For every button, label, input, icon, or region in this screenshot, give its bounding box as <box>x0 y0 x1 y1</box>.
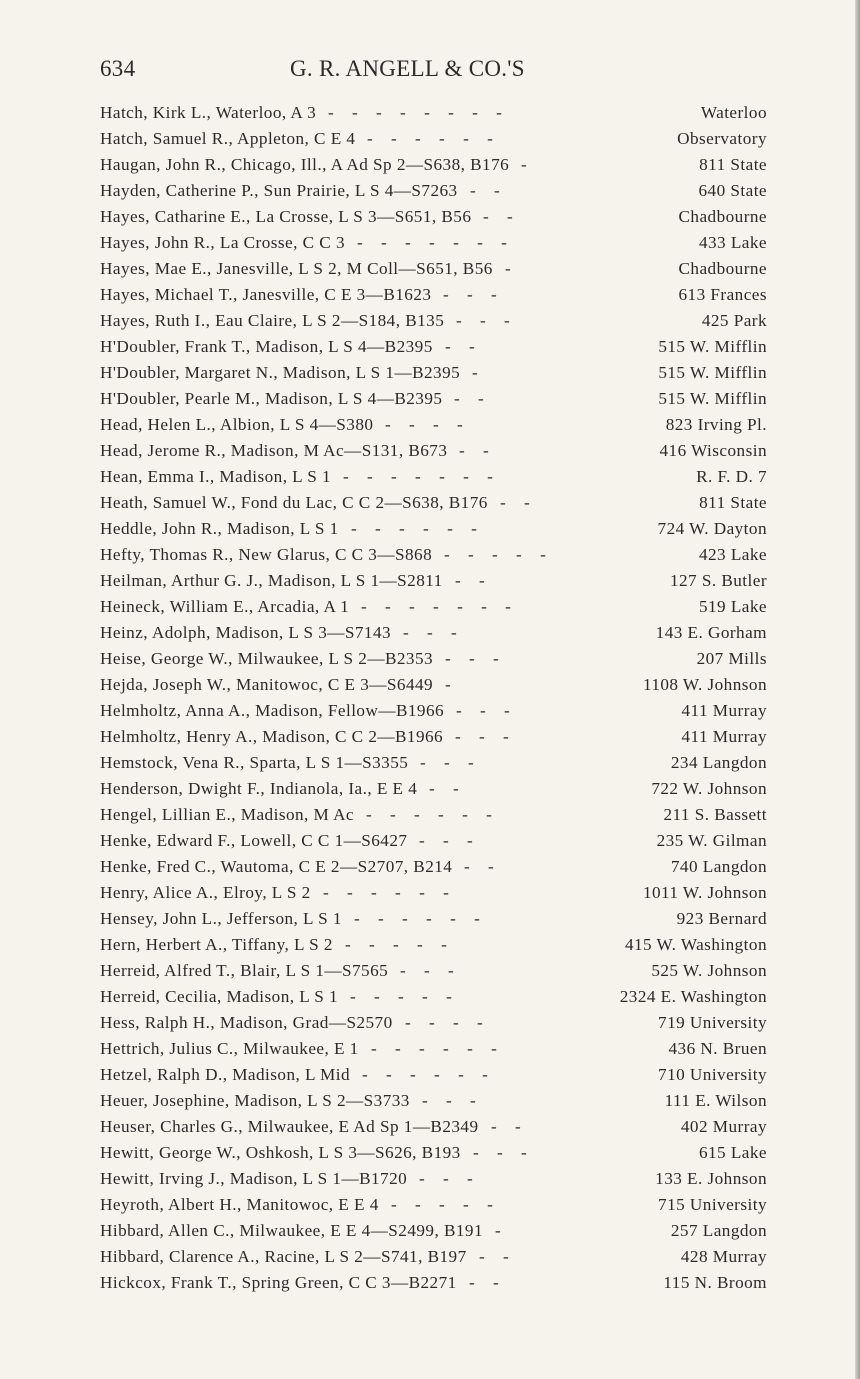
entry-address: 415 W. Washington <box>624 935 767 954</box>
directory-entry <box>100 1114 767 1140</box>
entry-address: 425 Park <box>701 311 767 330</box>
directory-entry <box>100 412 767 438</box>
directory-entry <box>100 932 767 958</box>
entry-name-details: Henderson, Dwight F., Indianola, Ia., E E 4 <box>100 779 418 798</box>
directory-entry <box>100 1088 767 1114</box>
directory-entry <box>100 984 767 1010</box>
dot-leader: - - - - - - <box>367 129 500 148</box>
entry-name-details: Hayes, John R., La Crosse, C C 3 <box>100 233 345 252</box>
entry-name-details: Hettrich, Julius C., Milwaukee, E 1 <box>100 1039 359 1058</box>
entry-address: 111 E. Wilson <box>664 1091 767 1110</box>
entry-name-details: Heineck, William E., Arcadia, A 1 <box>100 597 350 616</box>
entry-name-details: Hayes, Catharine E., La Crosse, L S 3—S651, B56 <box>100 207 472 226</box>
entry-address: 923 Bernard <box>676 909 767 928</box>
entry-name-details: Hewitt, Irving J., Madison, L S 1—B1720 <box>100 1169 408 1188</box>
directory-entry <box>100 958 767 984</box>
dot-leader: - - - - - - - <box>343 467 500 486</box>
entry-name-details: Heilman, Arthur G. J., Madison, L S 1—S2811 <box>100 571 443 590</box>
entry-address: 640 State <box>698 181 767 200</box>
directory-entry <box>100 386 767 412</box>
directory-entry <box>100 308 767 334</box>
entry-address: 235 W. Gilman <box>656 831 767 850</box>
entry-address: 211 S. Bassett <box>663 805 767 824</box>
directory-entry <box>100 282 767 308</box>
directory-entry <box>100 334 767 360</box>
entry-address: 143 E. Gorham <box>655 623 767 642</box>
directory-entry <box>100 542 767 568</box>
directory-entry <box>100 1218 767 1244</box>
entry-name-details: Hickcox, Frank T., Spring Green, C C 3—B2271 <box>100 1273 457 1292</box>
entry-address: 1108 W. Johnson <box>642 675 767 694</box>
entry-name-details: Heyroth, Albert H., Manitowoc, E E 4 <box>100 1195 379 1214</box>
entry-address: 433 Lake <box>698 233 767 252</box>
dot-leader: - <box>495 1221 508 1240</box>
dot-leader: - - <box>445 337 482 356</box>
directory-entry <box>100 906 767 932</box>
entry-name-details: Hatch, Kirk L., Waterloo, A 3 <box>100 103 317 122</box>
directory-entry <box>100 880 767 906</box>
entry-address: 207 Mills <box>696 649 767 668</box>
dot-leader: - - <box>470 181 507 200</box>
directory-entry <box>100 360 767 386</box>
entry-address: Observatory <box>677 129 767 148</box>
entry-name-details: Hemstock, Vena R., Sparta, L S 1—S3355 <box>100 753 409 772</box>
directory-entry <box>100 1140 767 1166</box>
directory-entry <box>100 750 767 776</box>
entry-name-details: Hayden, Catherine P., Sun Prairie, L S 4—S7263 <box>100 181 458 200</box>
entry-name-details: Hengel, Lillian E., Madison, M Ac <box>100 805 355 824</box>
dot-leader: - - - - - <box>391 1195 500 1214</box>
entry-address: 519 Lake <box>698 597 767 616</box>
dot-leader: - - - - - - <box>351 519 484 538</box>
dot-leader: - - - - <box>405 1013 490 1032</box>
directory-entries <box>100 100 767 1296</box>
entry-address: Chadbourne <box>678 259 767 278</box>
dot-leader: - <box>521 155 534 174</box>
entry-address: 811 State <box>699 493 767 512</box>
dot-leader: - - <box>464 857 501 876</box>
entry-address: 823 Irving Pl. <box>665 415 767 434</box>
dot-leader: - - <box>491 1117 528 1136</box>
entry-address: 411 Murray <box>681 701 767 720</box>
entry-address: 436 N. Bruen <box>668 1039 767 1058</box>
dot-leader: - - - - - <box>444 545 553 564</box>
entry-address: 411 Murray <box>681 727 767 746</box>
entry-name-details: Heinz, Adolph, Madison, L S 3—S7143 <box>100 623 392 642</box>
entry-name-details: H'Doubler, Margaret N., Madison, L S 1—B2395 <box>100 363 461 382</box>
directory-entry <box>100 724 767 750</box>
entry-name-details: Helmholtz, Henry A., Madison, C C 2—B1966 <box>100 727 444 746</box>
entry-name-details: Hess, Ralph H., Madison, Grad—S2570 <box>100 1013 393 1032</box>
entry-address: 710 University <box>658 1065 767 1084</box>
entry-address: 127 S. Butler <box>669 571 767 590</box>
entry-address: 402 Murray <box>680 1117 767 1136</box>
entry-name-details: Hewitt, George W., Oshkosh, L S 3—S626, B193 <box>100 1143 461 1162</box>
entry-name-details: Heath, Samuel W., Fond du Lac, C C 2—S638, B176 <box>100 493 488 512</box>
directory-entry <box>100 776 767 802</box>
dot-leader: - - - <box>400 961 461 980</box>
entry-address: 719 University <box>658 1013 767 1032</box>
entry-address: 615 Lake <box>698 1143 767 1162</box>
entry-address: Chadbourne <box>678 207 767 226</box>
entry-address: 722 W. Johnson <box>651 779 767 798</box>
entry-address: 133 E. Johnson <box>655 1169 767 1188</box>
entry-address: 740 Langdon <box>670 857 767 876</box>
directory-entry <box>100 1062 767 1088</box>
entry-address: 724 W. Dayton <box>657 519 767 538</box>
dot-leader: - - - <box>443 285 504 304</box>
entry-name-details: H'Doubler, Pearle M., Madison, L S 4—B2395 <box>100 389 443 408</box>
directory-entry <box>100 568 767 594</box>
entry-name-details: Hern, Herbert A., Tiffany, L S 2 <box>100 935 333 954</box>
entry-address: 715 University <box>658 1195 767 1214</box>
entry-name-details: Helmholtz, Anna A., Madison, Fellow—B1966 <box>100 701 445 720</box>
directory-entry <box>100 698 767 724</box>
page-edge <box>855 0 860 1379</box>
directory-entry <box>100 152 767 178</box>
dot-leader: - - - - - - <box>371 1039 504 1058</box>
dot-leader: - - - - <box>385 415 470 434</box>
page-number: 634 <box>100 56 136 81</box>
dot-leader: - - - - - - <box>354 909 487 928</box>
directory-entry <box>100 1010 767 1036</box>
dot-leader: - - <box>500 493 537 512</box>
entry-name-details: Hayes, Mae E., Janesville, L S 2, M Coll—S651, B56 <box>100 259 493 278</box>
entry-address: Waterloo <box>700 103 767 122</box>
dot-leader: - - - <box>403 623 464 642</box>
dot-leader: - - - <box>445 649 506 668</box>
running-title: G. R. ANGELL & CO.'S <box>290 56 525 81</box>
dot-leader: - <box>505 259 518 278</box>
entry-address: 515 W. Mifflin <box>658 389 767 408</box>
entry-name-details: Heuser, Charles G., Milwaukee, E Ad Sp 1—B2349 <box>100 1117 479 1136</box>
entry-name-details: Hibbard, Allen C., Milwaukee, E E 4—S2499, B191 <box>100 1221 484 1240</box>
directory-entry <box>100 1036 767 1062</box>
entry-address: 416 Wisconsin <box>659 441 767 460</box>
entry-address: 234 Langdon <box>670 753 767 772</box>
entry-address: 515 W. Mifflin <box>658 363 767 382</box>
dot-leader: - - <box>429 779 466 798</box>
directory-entry <box>100 230 767 256</box>
directory-entry <box>100 1166 767 1192</box>
directory-entry <box>100 854 767 880</box>
directory-entry <box>100 802 767 828</box>
directory-entry <box>100 620 767 646</box>
entry-name-details: Hibbard, Clarence A., Racine, L S 2—S741, B197 <box>100 1247 467 1266</box>
entry-address: 2324 E. Washington <box>619 987 767 1006</box>
dot-leader: - - <box>469 1273 506 1292</box>
directory-entry <box>100 490 767 516</box>
entry-address: 423 Lake <box>698 545 767 564</box>
dot-leader: - - - <box>422 1091 483 1110</box>
dot-leader: - - - <box>420 753 481 772</box>
entry-name-details: Hayes, Ruth I., Eau Claire, L S 2—S184, B135 <box>100 311 445 330</box>
directory-entry <box>100 646 767 672</box>
dot-leader: - - <box>455 571 492 590</box>
entry-name-details: Heddle, John R., Madison, L S 1 <box>100 519 339 538</box>
dot-leader: - - - - - - - <box>361 597 518 616</box>
dot-leader: - - - - - - - - <box>328 103 509 122</box>
page-header <box>100 56 765 90</box>
directory-entry <box>100 828 767 854</box>
directory-entry <box>100 1270 767 1296</box>
entry-name-details: Henke, Fred C., Wautoma, C E 2—S2707, B214 <box>100 857 453 876</box>
entry-name-details: H'Doubler, Frank T., Madison, L S 4—B2395 <box>100 337 433 356</box>
entry-address: 525 W. Johnson <box>651 961 767 980</box>
entry-name-details: Hefty, Thomas R., New Glarus, C C 3—S868 <box>100 545 433 564</box>
directory-entry <box>100 1244 767 1270</box>
dot-leader: - <box>472 363 485 382</box>
entry-name-details: Herreid, Alfred T., Blair, L S 1—S7565 <box>100 961 389 980</box>
directory-entry <box>100 204 767 230</box>
directory-entry <box>100 126 767 152</box>
directory-entry <box>100 438 767 464</box>
directory-entry <box>100 594 767 620</box>
entry-address: 515 W. Mifflin <box>658 337 767 356</box>
entry-name-details: Henry, Alice A., Elroy, L S 2 <box>100 883 311 902</box>
entry-name-details: Hensey, John L., Jefferson, L S 1 <box>100 909 342 928</box>
dot-leader: - - - - - <box>345 935 454 954</box>
dot-leader: - - - - - <box>350 987 459 1006</box>
entry-name-details: Heise, George W., Milwaukee, L S 2—B2353 <box>100 649 434 668</box>
directory-entry <box>100 516 767 542</box>
directory-entry <box>100 256 767 282</box>
entry-name-details: Haugan, John R., Chicago, Ill., A Ad Sp 2—S638, B176 <box>100 155 510 174</box>
entry-name-details: Hetzel, Ralph D., Madison, L Mid <box>100 1065 351 1084</box>
dot-leader: - - - - - - <box>362 1065 495 1084</box>
dot-leader: - - - <box>456 311 517 330</box>
entry-name-details: Heuer, Josephine, Madison, L S 2—S3733 <box>100 1091 410 1110</box>
dot-leader: - - - - - - <box>323 883 456 902</box>
dot-leader: - - - - - - - <box>357 233 514 252</box>
entry-address: R. F. D. 7 <box>696 467 767 486</box>
entry-name-details: Herreid, Cecilia, Madison, L S 1 <box>100 987 339 1006</box>
entry-name-details: Hayes, Michael T., Janesville, C E 3—B1623 <box>100 285 432 304</box>
entry-name-details: Head, Helen L., Albion, L S 4—S380 <box>100 415 374 434</box>
dot-leader: - - - <box>473 1143 534 1162</box>
entry-address: 257 Langdon <box>670 1221 767 1240</box>
entry-address: 115 N. Broom <box>663 1273 767 1292</box>
dot-leader: - - - <box>455 727 516 746</box>
dot-leader: - - - <box>419 1169 480 1188</box>
directory-entry <box>100 464 767 490</box>
entry-name-details: Hean, Emma I., Madison, L S 1 <box>100 467 332 486</box>
entry-name-details: Hejda, Joseph W., Manitowoc, C E 3—S6449 <box>100 675 434 694</box>
dot-leader: - - - <box>419 831 480 850</box>
dot-leader: - - - - - - <box>366 805 499 824</box>
directory-entry <box>100 1192 767 1218</box>
directory-entry <box>100 672 767 698</box>
dot-leader: - - <box>459 441 496 460</box>
directory-entry <box>100 100 767 126</box>
directory-entry <box>100 178 767 204</box>
entry-address: 811 State <box>699 155 767 174</box>
dot-leader: - <box>445 675 458 694</box>
dot-leader: - - <box>454 389 491 408</box>
dot-leader: - - <box>479 1247 516 1266</box>
entry-address: 1011 W. Johnson <box>642 883 767 902</box>
entry-name-details: Head, Jerome R., Madison, M Ac—S131, B673 <box>100 441 448 460</box>
entry-name-details: Henke, Edward F., Lowell, C C 1—S6427 <box>100 831 408 850</box>
dot-leader: - - <box>483 207 520 226</box>
entry-name-details: Hatch, Samuel R., Appleton, C E 4 <box>100 129 356 148</box>
dot-leader: - - - <box>456 701 517 720</box>
entry-address: 613 Frances <box>678 285 767 304</box>
entry-address: 428 Murray <box>680 1247 767 1266</box>
